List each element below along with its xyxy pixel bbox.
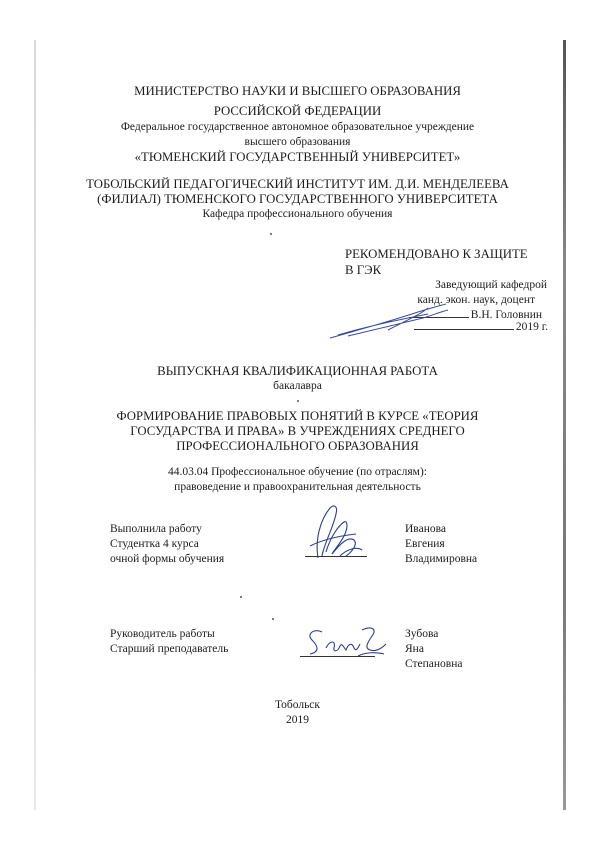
approval-commission: В ГЭК [345,263,382,277]
work-title-line1: ФОРМИРОВАНИЕ ПРАВОВЫХ ПОНЯТИЙ В КУРСЕ «ТЕОРИЯ [116,409,479,423]
supervisor-name: Яна [405,643,424,655]
university-name: «ТЮМЕНСКИЙ ГОСУДАРСТВЕННЫЙ УНИВЕРСИТЕТ» [134,150,461,164]
author-patronymic: Владимировна [405,553,478,565]
author-signature [300,500,370,566]
scan-speck [270,233,272,235]
supervisor-patronymic: Степановна [405,658,463,670]
supervisor-surname: Зубова [405,628,439,640]
author-label-1: Выполнила работу [110,523,202,535]
institute-name: ТОБОЛЬСКИЙ ПЕДАГОГИЧЕСКИЙ ИНСТИТУТ ИМ. Д.И. МЕНДЕЛЕЕВА [86,177,509,191]
year: 2019 [286,714,309,726]
approval-date: 2019 г. [515,321,548,333]
specialty-code: 44.03.04 Профессиональное обучение (по отраслям): [167,466,427,478]
supervisor-label-1: Руководитель работы [110,628,215,640]
education-level: высшего образования [244,136,351,148]
author-name: Евгения [405,538,445,550]
scan-speck [272,618,274,620]
federation-title: РОССИЙСКОЙ ФЕДЕРАЦИИ [213,104,382,118]
scan-speck [297,400,299,402]
work-type: ВЫПУСКНАЯ КВАЛИФИКАЦИОННАЯ РАБОТА [157,364,438,378]
department-name: Кафедра профессионального обучения [202,208,393,220]
approval-title: РЕКОМЕНДОВАНО К ЗАЩИТЕ [345,247,528,261]
supervisor-label-2: Старший преподаватель [110,643,229,655]
head-position: Заведующий кафедрой [435,279,547,291]
scan-speck [240,596,242,598]
author-label-3: очной формы обучения [110,553,225,565]
head-name: В.Н. Головнин [470,309,542,321]
work-title-line3: ПРОФЕССИОНАЛЬНОГО ОБРАЗОВАНИЯ [176,439,419,453]
work-title-line2: ГОСУДАРСТВА И ПРАВА» В УЧРЕЖДЕНИЯХ СРЕДНЕГО [130,424,465,438]
supervisor-signature [300,618,390,664]
author-label-2: Студентка 4 курса [110,538,199,550]
head-degree: канд. экон. наук, доцент [417,294,535,306]
institution-type: Федеральное государственное автономное образовательное учреждение [120,121,475,133]
specialty-profile: правоведение и правоохранительная деятельность [174,481,421,493]
author-surname: Иванова [405,523,446,535]
institute-branch: (ФИЛИАЛ) ТЮМЕНСКОГО ГОСУДАРСТВЕННОГО УНИВЕРСИТЕТА [97,192,498,206]
city: Тобольск [274,699,321,711]
head-signature [328,300,468,345]
work-level: бакалавра [273,380,322,392]
ministry-title: МИНИСТЕРСТВО НАУКИ И ВЫСШЕГО ОБРАЗОВАНИЯ [134,84,461,98]
